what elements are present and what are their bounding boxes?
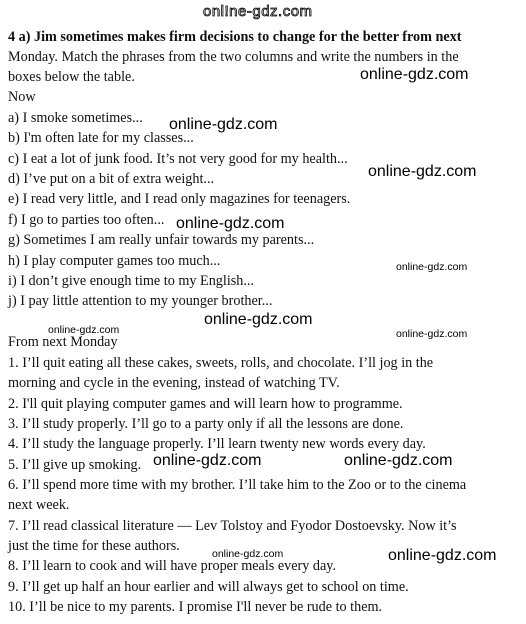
now-item-j: j) I pay little attention to my younger brother... (8, 293, 273, 309)
now-item-h: h) I play computer games too much... (8, 253, 221, 269)
now-item-f: f) I go to parties too often... (8, 212, 165, 228)
monday-item-1: 1. I’ll quit eating all these cakes, sweets, rolls, and chocolate. I’ll jog in the (8, 355, 434, 371)
task-heading: 4 a) Jim sometimes makes firm decisions to change for the better from next (8, 29, 462, 45)
watermark: online-gdz.com (396, 261, 468, 273)
watermark: online-gdz.com (204, 311, 313, 328)
watermark: online-gdz.com (169, 116, 278, 133)
watermark: online-gdz.com (212, 548, 284, 560)
watermark: online-gdz.com (368, 163, 477, 180)
monday-item-3: 3. I’ll study properly. I’ll go to a party only if all the lessons are done. (8, 416, 404, 432)
monday-item-6: 6. I’ll spend more time with my brother. I’ll take him to the Zoo or to the cinema (8, 477, 467, 493)
monday-item-2: 2. I'll quit playing computer games and will learn how to programme. (8, 396, 403, 412)
monday-item-4: 4. I’ll study the language properly. I’ll learn twenty new words every day. (8, 436, 426, 452)
monday-item-10: 10. I’ll be nice to my parents. I promise I'll never be rude to them. (8, 599, 383, 615)
watermark: online-gdz.com (153, 452, 262, 469)
monday-item-8: 8. I’ll learn to cook and will have proper meals every day. (8, 558, 337, 574)
now-item-e: e) I read very little, and I read only magazines for teenagers. (8, 191, 351, 207)
monday-item-6-cont: next week. (8, 497, 70, 513)
watermark: online-gdz.com (48, 324, 120, 336)
monday-item-7: 7. I’ll read classical literature — Lev Tolstoy and Fyodor Dostoevsky. Now it’s (8, 518, 457, 534)
watermark: online-gdz.com (388, 547, 497, 564)
monday-item-1-cont: morning and cycle in the evening, instead of watching TV. (8, 375, 340, 391)
from-next-monday-label: From next Monday (8, 334, 118, 350)
now-label: Now (8, 89, 36, 105)
watermark-top: onl!ne-gdz.com (203, 3, 313, 20)
now-item-d: d) I’ve put on a bit of extra weight... (8, 171, 215, 187)
now-item-c: c) I eat a lot of junk food. It’s not very good for my health... (8, 151, 348, 167)
task-instruction-line1: Monday. Match the phrases from the two columns and write the numbers in the (8, 49, 459, 65)
now-item-a: a) I smoke sometimes... (8, 110, 143, 126)
watermark: online-gdz.com (344, 452, 453, 469)
now-item-g: g) Sometimes I am really unfair towards my parents... (8, 232, 315, 248)
monday-item-9: 9. I’ll get up half an hour earlier and will always get to school on time. (8, 579, 409, 595)
now-item-i: i) I don’t give enough time to my English... (8, 273, 255, 289)
monday-item-7-cont: just the time for these authors. (8, 538, 180, 554)
task-instruction-line2: boxes below the table. (8, 69, 135, 85)
now-item-b: b) I'm often late for my classes... (8, 130, 194, 146)
monday-item-5: 5. I’ll give up smoking. (8, 457, 142, 473)
watermark: online-gdz.com (396, 328, 468, 340)
watermark: online-gdz.com (360, 66, 469, 83)
watermark: online-gdz.com (176, 215, 285, 232)
